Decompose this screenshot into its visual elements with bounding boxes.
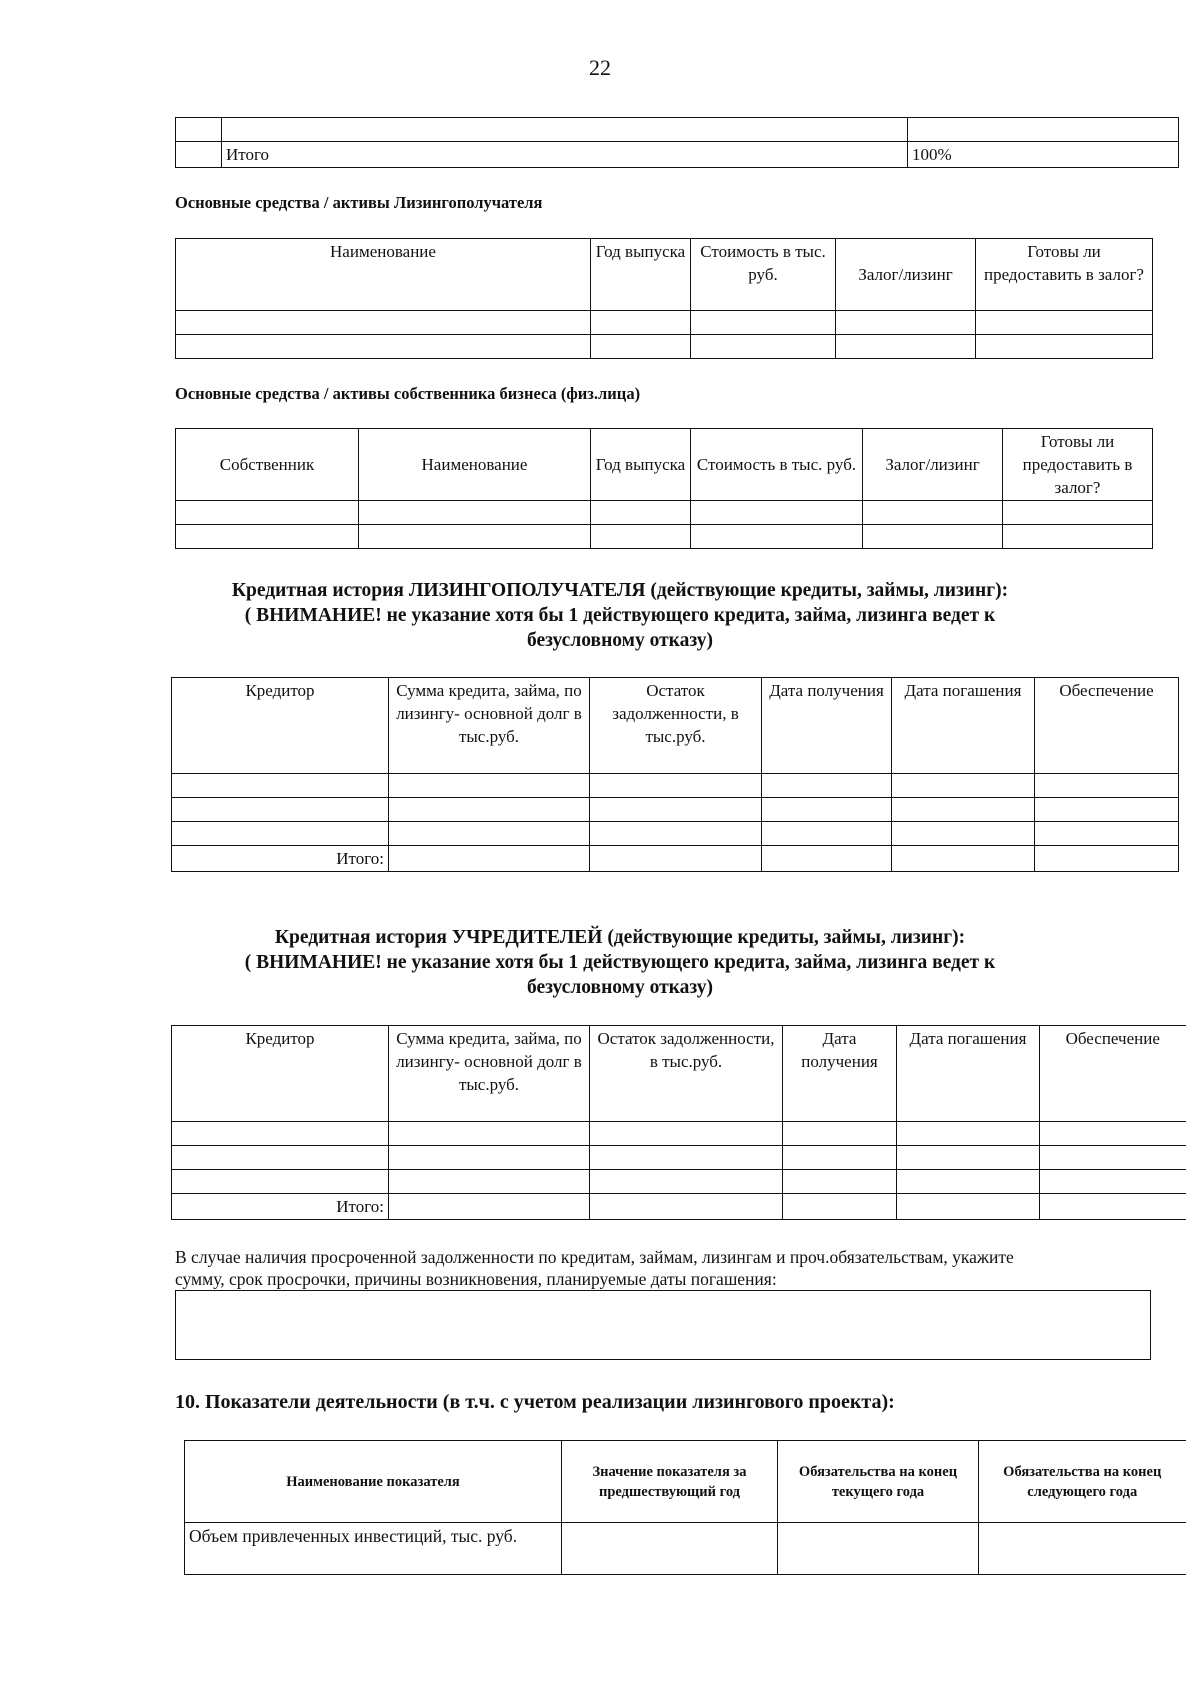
column-header: Стоимость в тыс. руб.	[691, 429, 863, 501]
table-cell[interactable]	[762, 798, 892, 822]
indicators-table	[184, 1440, 1186, 1575]
table-cell[interactable]	[908, 118, 1179, 142]
column-header: Обязательства на конец текущего года	[778, 1441, 979, 1523]
founders-credit-warning-line1: ( ВНИМАНИЕ! не указание хотя бы 1 действующего кредита, займа, лизинга ведет к	[244, 952, 996, 973]
column-header: Дата получения	[762, 678, 892, 774]
total-table	[175, 117, 1179, 168]
table-row	[185, 1523, 1186, 1575]
total-label: Итого:	[172, 1194, 389, 1220]
column-header: Готовы ли предоставить в залог?	[1003, 429, 1153, 501]
owner-assets-table	[175, 428, 1153, 549]
column-header: Остаток задолженности, в тыс.руб.	[590, 678, 762, 774]
table-cell[interactable]	[590, 1194, 783, 1220]
column-header: Залог/лизинг	[863, 429, 1003, 501]
total-label: Итого:	[172, 846, 389, 872]
table-cell[interactable]	[172, 1146, 389, 1170]
indicators-title: 10. Показатели деятельности (в т.ч. с учетом реализации лизингового проекта):	[175, 1391, 895, 1413]
table-cell[interactable]	[691, 501, 863, 525]
table-row	[176, 501, 1153, 525]
table-cell[interactable]	[389, 1146, 590, 1170]
table-cell[interactable]	[892, 798, 1035, 822]
column-header: Обеспечение	[1040, 1026, 1186, 1122]
table-cell[interactable]	[897, 1170, 1040, 1194]
table-cell[interactable]	[389, 1194, 590, 1220]
table-cell[interactable]	[562, 1523, 778, 1575]
table-cell[interactable]	[222, 118, 908, 142]
table-cell[interactable]	[783, 1122, 897, 1146]
table-cell[interactable]	[172, 774, 389, 798]
column-header: Дата погашения	[892, 678, 1035, 774]
table-row	[176, 335, 1153, 359]
table-cell[interactable]	[1040, 1170, 1186, 1194]
table-cell[interactable]	[172, 1122, 389, 1146]
table-cell[interactable]	[1040, 1146, 1186, 1170]
table-cell[interactable]	[389, 822, 590, 846]
table-cell[interactable]	[892, 822, 1035, 846]
table-cell[interactable]	[591, 501, 691, 525]
table-cell[interactable]	[783, 1146, 897, 1170]
column-header: Собственник	[176, 429, 359, 501]
column-header: Значение показателя за предшествующий год	[562, 1441, 778, 1523]
table-row	[172, 798, 1179, 822]
table-cell[interactable]	[591, 311, 691, 335]
table-cell[interactable]	[172, 822, 389, 846]
table-cell[interactable]	[691, 525, 863, 549]
table-cell[interactable]	[389, 1170, 590, 1194]
lessee-credit-title: Кредитная история ЛИЗИНГОПОЛУЧАТЕЛЯ (действующие кредиты, займы, лизинг):	[231, 580, 1009, 601]
table-cell[interactable]	[389, 846, 590, 872]
column-header: Год выпуска	[591, 429, 691, 501]
table-cell[interactable]	[783, 1194, 897, 1220]
table-row	[172, 822, 1179, 846]
table-cell[interactable]	[172, 798, 389, 822]
table-cell[interactable]	[762, 822, 892, 846]
indicator-name: Объем привлеченных инвестиций, тыс. руб.	[185, 1523, 562, 1575]
table-row	[172, 1194, 1186, 1220]
column-header: Кредитор	[172, 1026, 389, 1122]
table-cell[interactable]	[176, 118, 222, 142]
table-cell[interactable]	[1035, 846, 1179, 872]
table-cell[interactable]	[176, 335, 591, 359]
table-cell[interactable]	[176, 311, 591, 335]
table-cell[interactable]	[1003, 525, 1153, 549]
table-cell[interactable]	[1003, 501, 1153, 525]
column-header: Готовы ли предоставить в залог?	[976, 239, 1153, 311]
table-cell[interactable]	[590, 846, 762, 872]
table-cell[interactable]	[836, 335, 976, 359]
lessee-credit-warning-line1: ( ВНИМАНИЕ! не указание хотя бы 1 действующего кредита, займа, лизинга ведет к	[244, 605, 996, 626]
table-cell[interactable]	[591, 335, 691, 359]
overdue-input-box[interactable]	[175, 1290, 1151, 1360]
table-cell[interactable]	[1035, 774, 1179, 798]
table-cell[interactable]	[863, 501, 1003, 525]
table-cell[interactable]	[359, 501, 591, 525]
table-cell[interactable]	[762, 774, 892, 798]
column-header: Кредитор	[172, 678, 389, 774]
table-cell[interactable]	[979, 1523, 1186, 1575]
table-cell[interactable]	[176, 525, 359, 549]
lessee-assets-table	[175, 238, 1153, 359]
owner-assets-title: Основные средства / активы собственника бизнеса (физ.лица)	[175, 384, 641, 403]
page-number: 22	[589, 55, 611, 80]
overdue-text-line1: В случае наличия просроченной задолженности по кредитам, займам, лизингам и проч.обязательствам, укажите	[175, 1247, 1014, 1267]
lessee-credit-warning-line2: безусловному отказу)	[526, 630, 714, 651]
table-cell[interactable]	[176, 501, 359, 525]
table-cell[interactable]	[590, 1170, 783, 1194]
overdue-text-line2: сумму, срок просрочки, причины возникновения, планируемые даты погашения:	[175, 1269, 777, 1289]
table-row	[176, 311, 1153, 335]
column-header: Стоимость в тыс. руб.	[691, 239, 836, 311]
table-cell[interactable]	[359, 525, 591, 549]
lessee-credit-table	[171, 677, 1179, 872]
table-row	[172, 846, 1179, 872]
lessee-assets-title: Основные средства / активы Лизингополучателя	[175, 193, 543, 212]
column-header: Остаток задолженности, в тыс.руб.	[590, 1026, 783, 1122]
table-cell[interactable]	[892, 846, 1035, 872]
table-cell[interactable]	[389, 774, 590, 798]
table-cell[interactable]	[836, 311, 976, 335]
founders-credit-warning-line2: безусловному отказу)	[526, 977, 714, 998]
founders-credit-title: Кредитная история УЧРЕДИТЕЛЕЙ (действующие кредиты, займы, лизинг):	[274, 927, 966, 948]
table-cell[interactable]	[172, 1170, 389, 1194]
table-cell[interactable]	[976, 335, 1153, 359]
table-row	[172, 774, 1179, 798]
table-cell[interactable]	[389, 798, 590, 822]
column-header: Наименование	[176, 239, 591, 311]
column-header: Обеспечение	[1035, 678, 1179, 774]
table-cell[interactable]	[892, 774, 1035, 798]
table-cell[interactable]	[897, 1146, 1040, 1170]
table-cell[interactable]	[1040, 1122, 1186, 1146]
table-cell[interactable]	[1035, 822, 1179, 846]
column-header: Сумма кредита, займа, по лизингу- основной долг в тыс.руб.	[389, 678, 590, 774]
table-cell[interactable]	[1040, 1194, 1186, 1220]
column-header: Дата получения	[783, 1026, 897, 1122]
table-row	[172, 1122, 1186, 1146]
table-cell[interactable]	[863, 525, 1003, 549]
table-cell[interactable]	[783, 1170, 897, 1194]
table-cell[interactable]	[1035, 798, 1179, 822]
table-row	[172, 1170, 1186, 1194]
table-cell[interactable]	[778, 1523, 979, 1575]
column-header: Наименование	[359, 429, 591, 501]
total-label: Итого	[222, 142, 908, 168]
table-cell[interactable]	[590, 1146, 783, 1170]
column-header: Сумма кредита, займа, по лизингу- основной долг в тыс.руб.	[389, 1026, 590, 1122]
column-header: Дата погашения	[897, 1026, 1040, 1122]
table-cell[interactable]	[590, 798, 762, 822]
table-cell[interactable]	[691, 335, 836, 359]
table-cell[interactable]	[590, 822, 762, 846]
table-cell[interactable]	[897, 1194, 1040, 1220]
table-row	[172, 1146, 1186, 1170]
column-header: Год выпуска	[591, 239, 691, 311]
column-header: Залог/лизинг	[836, 239, 976, 311]
table-row	[176, 525, 1153, 549]
total-value: 100%	[908, 142, 1179, 168]
table-cell[interactable]	[691, 311, 836, 335]
table-cell[interactable]	[590, 774, 762, 798]
table-cell[interactable]	[591, 525, 691, 549]
table-cell	[176, 142, 222, 168]
table-cell[interactable]	[976, 311, 1153, 335]
table-cell[interactable]	[590, 1122, 783, 1146]
column-header: Обязательства на конец следующего года	[979, 1441, 1186, 1523]
column-header: Наименование показателя	[185, 1441, 562, 1523]
table-cell[interactable]	[762, 846, 892, 872]
founders-credit-table	[171, 1025, 1186, 1220]
table-cell[interactable]	[389, 1122, 590, 1146]
table-cell[interactable]	[897, 1122, 1040, 1146]
